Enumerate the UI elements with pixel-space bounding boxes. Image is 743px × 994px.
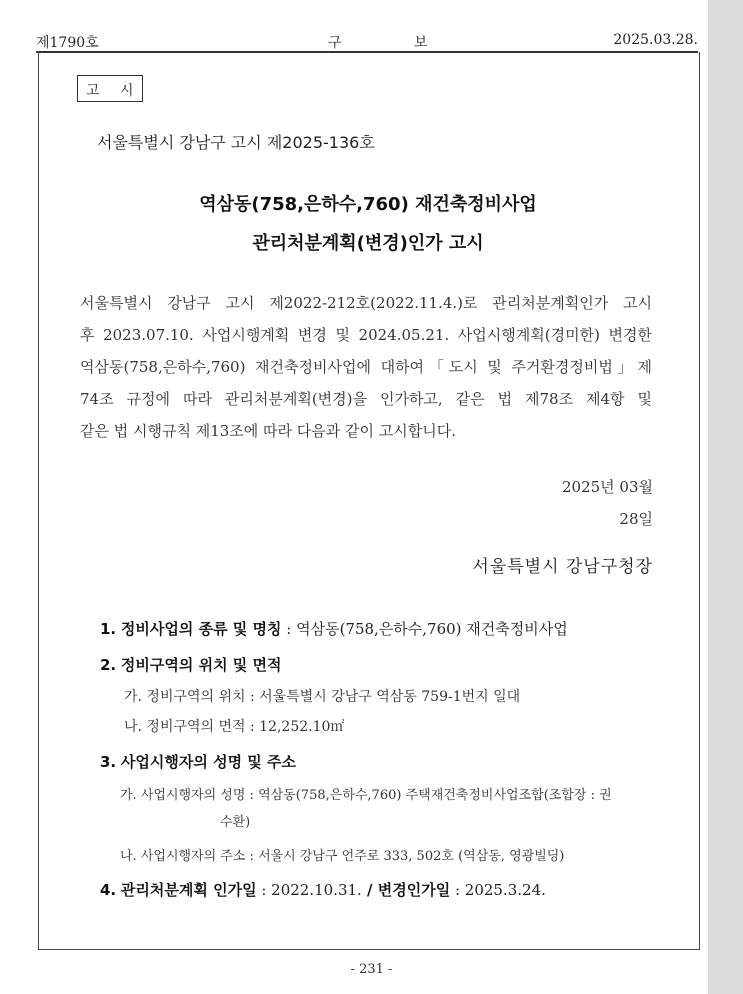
item-3a: 가. 사업시행자의 성명 : 역삼동(758,은하수,760) 주택재건축정비사업조합(조합장 : 권	[120, 788, 612, 803]
item-2-number: 2.	[100, 656, 117, 674]
body-line: 서울특별시 강남구 고시 제2022-212호(2022.11.4.)로 관리처분계획인가 고시	[80, 294, 652, 312]
item-4-separator-2: :	[450, 881, 465, 899]
notice-tag	[77, 75, 143, 102]
issue-number: 제1790호	[36, 35, 99, 51]
item-1-separator: :	[281, 620, 297, 638]
item-3a-continued: 수환)	[220, 815, 251, 830]
date-line-2: 28일	[619, 510, 653, 528]
item-4-value-2: 2025.3.24.	[464, 881, 546, 899]
notice-number: 서울특별시 강남구 고시 제2025-136호	[97, 133, 375, 152]
item-1-number: 1.	[100, 620, 117, 638]
page-header	[36, 32, 698, 52]
item-2b: 나. 정비구역의 면적 : 12,252.10㎡	[124, 719, 345, 735]
item-4-slash: /	[361, 881, 378, 899]
item-1-value: 역삼동(758,은하수,760) 재건축정비사업	[296, 620, 568, 638]
issuer: 서울특별시 강남구청장	[472, 557, 653, 577]
title-line-1: 역삼동(758,은하수,760) 재건축정비사업	[199, 194, 537, 215]
item-1	[100, 618, 568, 639]
item-4-value-1: 2022.10.31.	[271, 881, 362, 899]
item-4-separator-1: :	[256, 881, 272, 899]
item-3	[100, 751, 296, 772]
item-2	[100, 654, 282, 675]
notice-tag-char-2: 시	[120, 83, 134, 99]
item-3b: 나. 사업시행자의 주소 : 서울시 강남구 언주로 333, 502호 (역삼동, 영광빌딩)	[120, 849, 565, 864]
publication-name: 구 보	[328, 35, 462, 51]
item-4-label-2: 변경인가일	[377, 881, 451, 899]
item-1-label: 정비사업의 종류 및 명칭	[120, 620, 282, 638]
issue-date: 2025.03.28.	[613, 32, 698, 48]
item-3-label: 사업시행자의 성명 및 주소	[120, 753, 296, 771]
body-line: 후 2023.07.10. 사업시행계획 변경 및 2024.05.21. 사업시행계획(경미한) 변경한	[80, 326, 652, 344]
date-line-1: 2025년 03월	[561, 478, 653, 496]
item-4-label-1: 관리처분계획 인가일	[120, 881, 257, 899]
item-4	[100, 879, 546, 900]
item-2a: 가. 정비구역의 위치 : 서울특별시 강남구 역삼동 759-1번지 일대	[124, 689, 521, 705]
item-4-number: 4.	[100, 881, 117, 899]
notice-tag-char-1: 고	[86, 83, 100, 99]
item-2-label: 정비구역의 위치 및 면적	[120, 656, 282, 674]
body-line: 역삼동(758,은하수,760) 재건축정비사업에 대하여「도시 및 주거환경정비법」제	[80, 358, 652, 376]
page-number: - 231 -	[350, 962, 393, 977]
body-line: 74조 규정에 따라 관리처분계획(변경)을 인가하고, 같은 법 제78조 제4항 및	[80, 390, 652, 408]
body-paragraph	[80, 287, 652, 447]
item-3-number: 3.	[100, 753, 117, 771]
body-line: 같은 법 시행규칙 제13조에 따라 다음과 같이 고시합니다.	[80, 422, 457, 440]
title-line-2: 관리처분계획(변경)인가 고시	[252, 233, 484, 254]
page-frame	[38, 52, 700, 950]
page-edge-shadow	[708, 0, 743, 994]
